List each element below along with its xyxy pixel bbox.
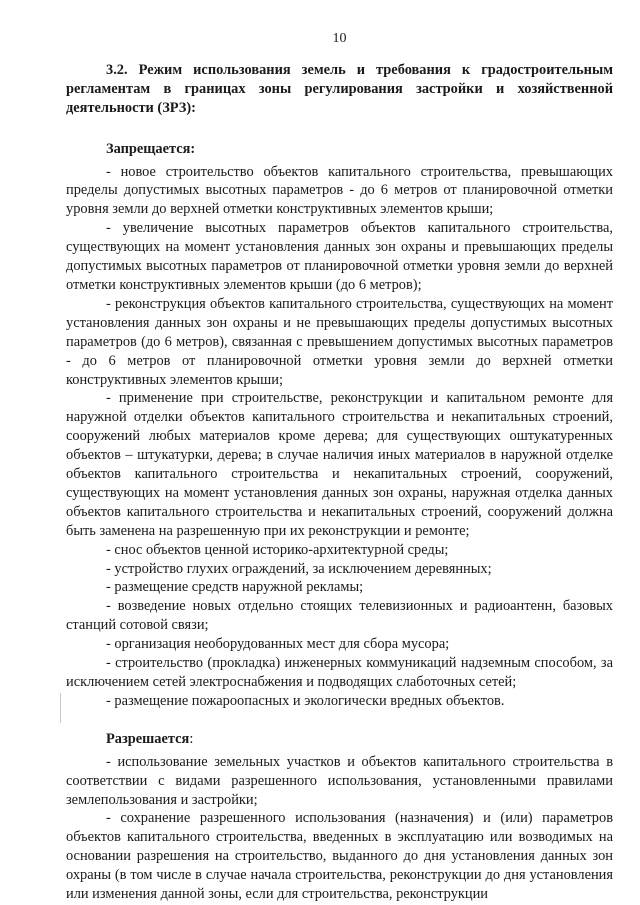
prohibited-item: - реконструкция объектов капитального строительства, существующих на момент установления данных зон охраны и не превышающих пределы допустимых высотных параметров (до 6 метров), связанная с превышением допустимых высотных параметров - до 6 метров от планировочной отметки уровня земли до верхней отметки конструктивных элементов крыши;: [66, 295, 613, 388]
prohibited-item: - устройство глухих ограждений, за исключением деревянных;: [106, 560, 492, 577]
prohibited-heading: Запрещается:: [106, 140, 196, 157]
prohibited-item: - увеличение высотных параметров объектов капитального строительства, существующих на момент установления данных зон охраны и превышающих пределы допустимых высотных параметров от планировочной отметки уровня земли до верхней отметки конструктивных элементов крыши (до 6 метров);: [66, 220, 613, 293]
prohibited-item: - применение при строительстве, реконструкции и капитальном ремонте для наружной отделки объектов капитального строительства и некапитальных строений, сооружений любых материалов кроме дерева; для существующих оштукатуренных объектов – штукатурки, дерева; в случае наличия иных материалов в наружной отделке объектов капитального строительства и некапитальных строений, сооружений, существующих на момент установления данных зон охраны, наружная отделка данных объектов капитального строительства и некапитальных строений, сооружений должна быть заменена на разрешенную при их реконструкции и ремонте;: [66, 390, 613, 539]
prohibited-item: - снос объектов ценной историко-архитектурной среды;: [106, 541, 449, 558]
prohibited-item: - возведение новых отдельно стоящих телевизионных и радиоантенн, базовых станций сотовой связи;: [66, 598, 613, 634]
section-title: 3.2. Режим использования земель и требования к градостроительным регламентам в границах зоны регулирования застройки и хозяйственной деятельности (ЗРЗ):: [66, 61, 613, 116]
allowed-heading-colon: :: [189, 730, 194, 747]
allowed-heading: [106, 730, 613, 749]
prohibited-item: - организация необорудованных мест для сбора мусора;: [106, 636, 450, 653]
prohibited-item: - строительство (прокладка) инженерных коммуникаций надземным способом, за исключением сетей электроснабжения и подводящих слаботочных сетей;: [66, 655, 613, 690]
prohibited-item: - размещение средств наружной рекламы;: [106, 579, 364, 596]
allowed-heading-text: Разрешается: [106, 730, 190, 747]
page-number: 10: [332, 31, 347, 46]
allowed-item: - сохранение разрешенного использования (назначения) и (или) параметров объектов капитального строительства, введенных в эксплуатацию или возводимых на основании разрешения на строительство, выданного до дня установления данных зон охраны (в том числе в случае начала строительства, реконструкции до дня установления или изменения данной зоны, если для строительства, реконструкции: [66, 810, 613, 903]
prohibited-item: - размещение пожароопасных и экологически вредных объектов.: [106, 692, 505, 709]
section-gap: [66, 711, 613, 730]
prohibited-item: - новое строительство объектов капитального строительства, превышающих пределы допустимых высотных параметров - до 6 метров от планировочной отметки уровня земли до верхней отметки конструктивных элементов крыши;: [66, 163, 613, 218]
document-page: [66, 30, 613, 904]
margin-mark: [60, 693, 61, 723]
allowed-item: - использование земельных участков и объектов капитального строительства в соответствии с видами разрешенного использования, установленными правилами землепользования и застройки;: [66, 753, 613, 808]
